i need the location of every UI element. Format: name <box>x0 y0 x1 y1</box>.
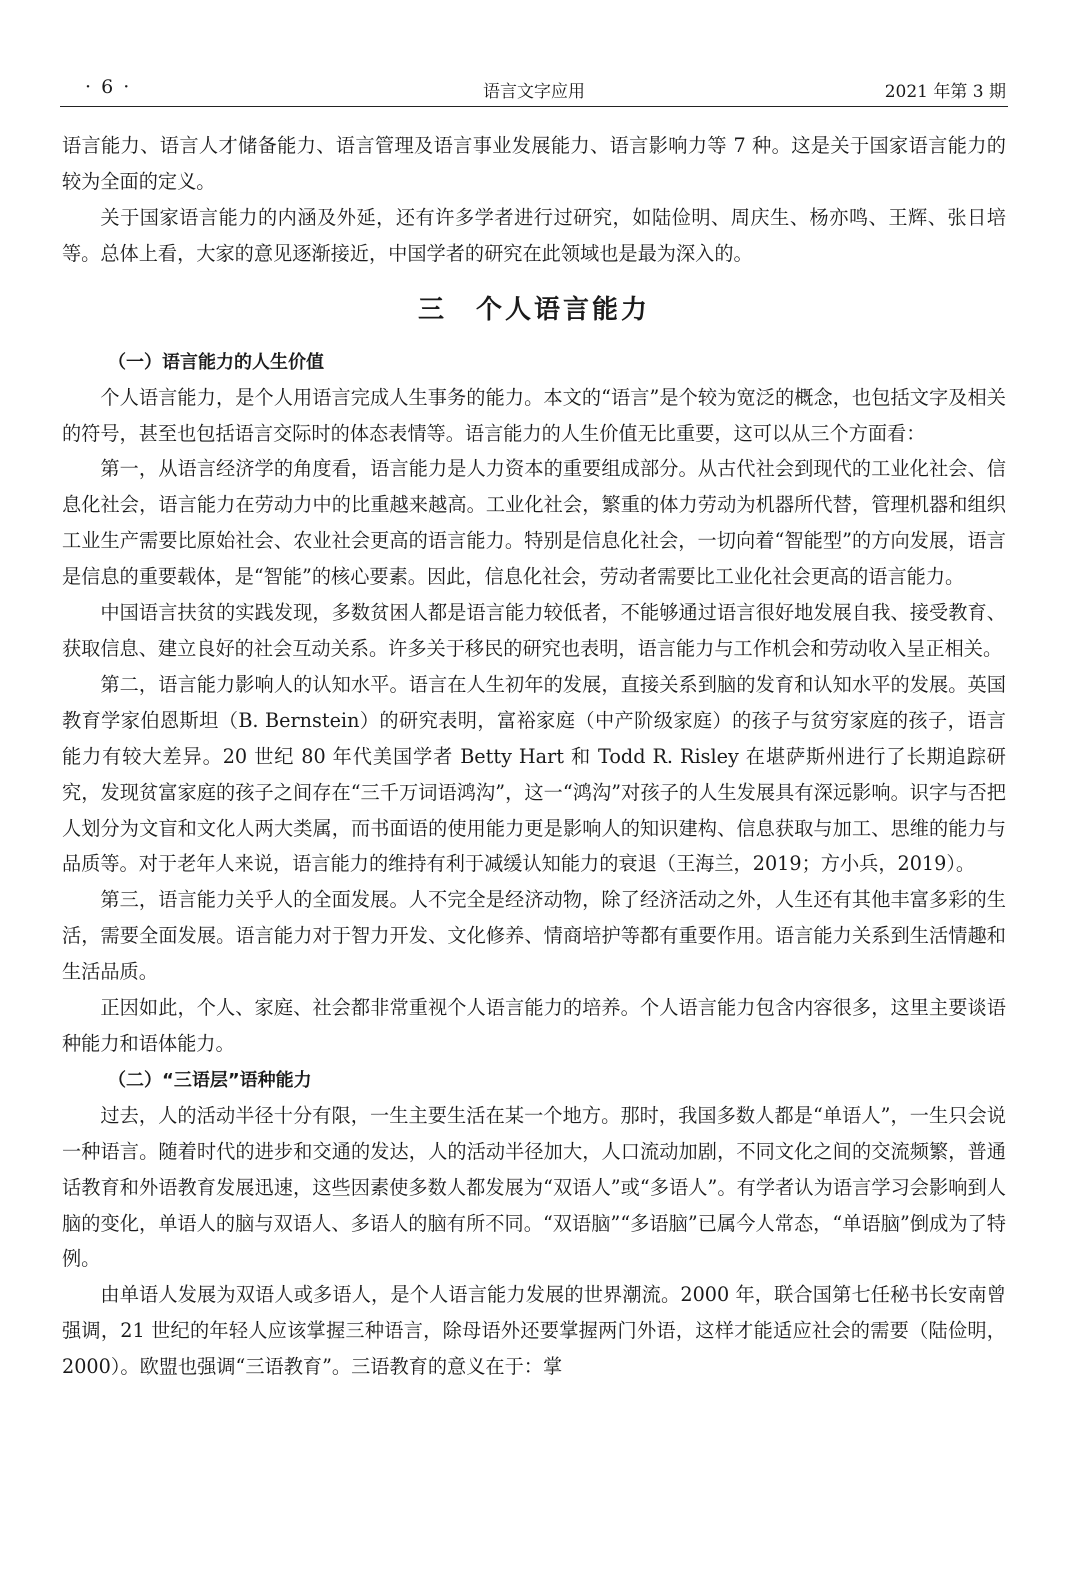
paragraph-continued: 语言能力、语言人才储备能力、语言管理及语言事业发展能力、语言影响力等 7 种。这是关于国家语言能力的较为全面的定义。 <box>62 134 1006 193</box>
running-header <box>60 70 1008 107</box>
paragraph: 中国语言扶贫的实践发现，多数贫困人都是语言能力较低者，不能够通过语言很好地发展自我、接受教育、获取信息、建立良好的社会互动关系。许多关于移民的研究也表明，语言能力与工作机会和劳动收入呈正相关。 <box>62 601 1006 660</box>
page-number: · 6 · <box>85 76 132 98</box>
paragraph: 正因如此，个人、家庭、社会都非常重视个人语言能力的培养。个人语言能力包含内容很多，这里主要谈语种能力和语体能力。 <box>62 996 1006 1055</box>
subsection-heading: （二）“三语层”语种能力 <box>108 1069 312 1091</box>
paragraph: 第二，语言能力影响人的认知水平。语言在人生初年的发展，直接关系到脑的发育和认知水平的发展。英国教育学家伯恩斯坦（B. Bernstein）的研究表明，富裕家庭（中产阶级家庭）的孩子与贫穷家庭的孩子，语言能力有较大差异。20 世纪 80 年代美国学者 Betty Hart 和 Todd R. Risley 在堪萨斯州进行了长期追踪研究，发现贫富家庭的孩子之间存在“三千万词语鸿沟”，这一“鸿沟”对孩子的人生发展具有深远影响。识字与否把人划分为文盲和文化人两大类属，而书面语的使用能力更是影响人的知识建构、信息获取与加工、思维的能力与品质等。对于老年人来说，语言能力的维持有利于减缓认知能力的衰退（王海兰，2019；方小兵，2019）。 <box>62 672 1006 876</box>
paragraph: 第一，从语言经济学的角度看，语言能力是人力资本的重要组成部分。从古代社会到现代的工业化社会、信息化社会，语言能力在劳动力中的比重越来越高。工业化社会，繁重的体力劳动为机器所代替，管理机器和组织工业生产需要比原始社会、农业社会更高的语言能力。特别是信息化社会，一切向着“智能型”的方向发展，语言是信息的重要载体，是“智能”的核心要素。因此，信息化社会，劳动者需要比工业化社会更高的语言能力。 <box>62 457 1006 589</box>
subsection-heading: （一）语言能力的人生价值 <box>108 351 324 373</box>
paragraph: 过去，人的活动半径十分有限，一生主要生活在某一个地方。那时，我国多数人都是“单语人”，一生只会说一种语言。随着时代的进步和交通的发达，人的活动半径加大，人口流动加剧，不同文化之间的交流频繁，普通话教育和外语教育发展迅速，这些因素使多数人都发展为“双语人”或“多语人”。有学者认为语言学习会影响到人脑的变化，单语人的脑与双语人、多语人的脑有所不同。“双语脑”“多语脑”已属今人常态，“单语脑”倒成为了特例。 <box>62 1103 1006 1271</box>
paragraph: 第三，语言能力关乎人的全面发展。人不完全是经济动物，除了经济活动之外，人生还有其他丰富多彩的生活，需要全面发展。语言能力对于智力开发、文化修养、情商培护等都有重要作用。语言能力关系到生活情趣和生活品质。 <box>62 888 1006 984</box>
section-heading: 三 个人语言能力 <box>417 294 650 325</box>
paragraph: 关于国家语言能力的内涵及外延，还有许多学者进行过研究，如陆俭明、周庆生、杨亦鸣、王辉、张日培等。总体上看，大家的意见逐渐接近，中国学者的研究在此领域也是最为深入的。 <box>62 205 1006 265</box>
paragraph: 由单语人发展为双语人或多语人，是个人语言能力发展的世界潮流。2000 年，联合国第七任秘书长安南曾强调，21 世纪的年轻人应该掌握三种语言，除母语外还要掌握两门外语，这样才能适应社会的需要（陆俭明，2000）。欧盟也强调“三语教育”。三语教育的意义在于：掌 <box>62 1283 1006 1379</box>
paragraph: 个人语言能力，是个人用语言完成人生事务的能力。本文的“语言”是个较为宽泛的概念，也包括文字及相关的符号，甚至也包括语言交际时的体态表情等。语言能力的人生价值无比重要，这可以从三个方面看： <box>62 385 1006 445</box>
journal-title: 语言文字应用 <box>483 82 585 102</box>
article-body <box>62 128 1006 1385</box>
issue-label: 2021 年第 3 期 <box>884 82 1006 102</box>
